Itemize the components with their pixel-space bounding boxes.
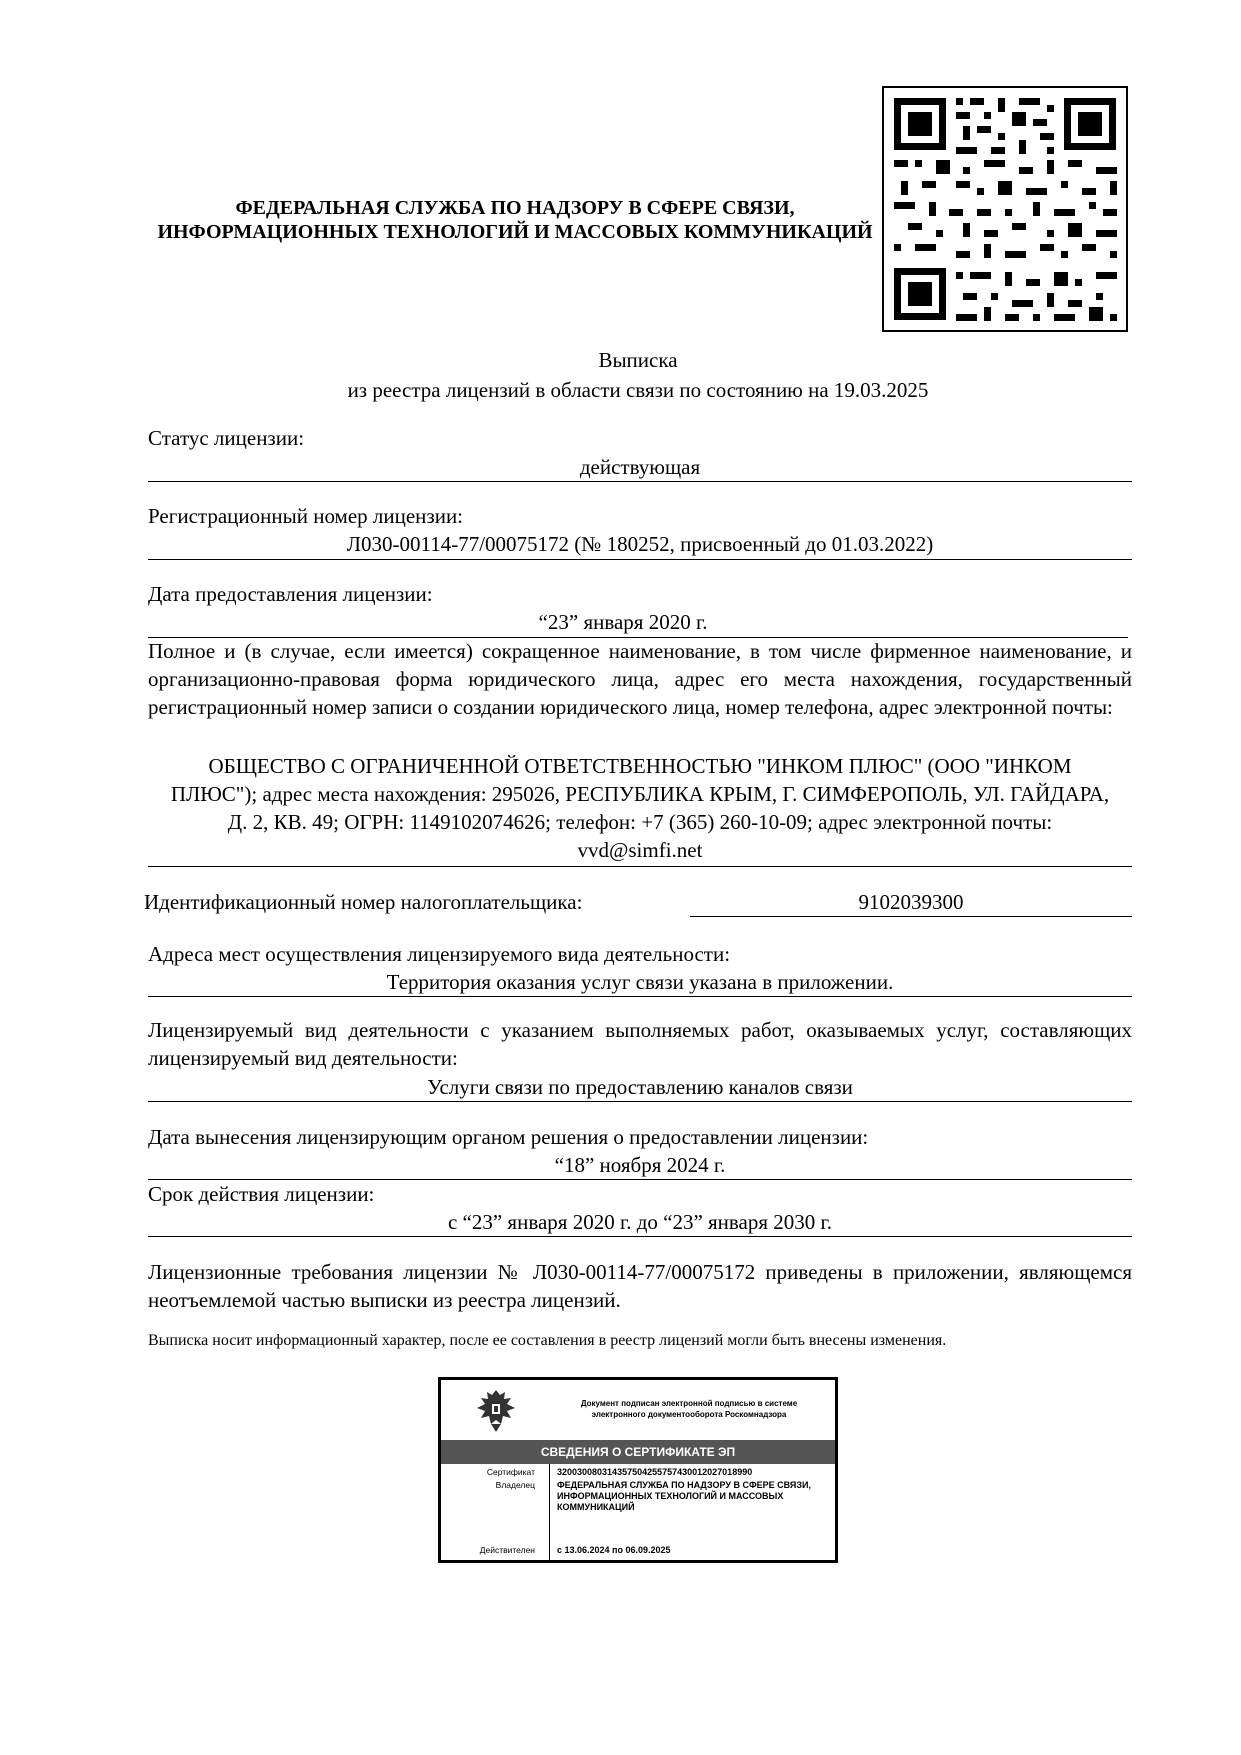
stamp-top-text: Документ подписан электронной подписью в системе электронного документооборота Роскомнадзора bbox=[580, 1399, 798, 1419]
divider bbox=[148, 559, 1132, 560]
agency-header: ФЕДЕРАЛЬНАЯ СЛУЖБА ПО НАДЗОРУ В СФЕРЕ СВЯЗИ, ИНФОРМАЦИОННЫХ ТЕХНОЛОГИЙ И МАССОВЫХ КОММУНИКАЦИЙ bbox=[157, 197, 873, 243]
entity-value: ОБЩЕСТВО С ОГРАНИЧЕННОЙ ОТВЕТСТВЕННОСТЬЮ "ИНКОМ ПЛЮС" (ООО "ИНКОМ ПЛЮС"); адрес места нахождения: 295026, РЕСПУБЛИКА КРЫМ, Г. СИМФЕРОПОЛЬ, УЛ. ГАЙДАРА, Д. 2, КВ. 49; ОГРН: 1149102074626; телефон: +7 (365) 260-10-09; адрес электронной почты: vvd@simfi.net bbox=[170, 754, 1110, 862]
cert-value: 320030080314357504255757430012027018990 bbox=[557, 1467, 753, 1477]
owner-value: ФЕДЕРАЛЬНАЯ СЛУЖБА ПО НАДЗОРУ В СФЕРЕ СВЯЗИ, ИНФОРМАЦИОННЫХ ТЕХНОЛОГИЙ И МАССОВЫХ КОММУНИКАЦИЙ bbox=[557, 1480, 811, 1512]
valid-value: с 13.06.2024 по 06.09.2025 bbox=[557, 1545, 671, 1555]
signature-stamp bbox=[438, 1377, 838, 1563]
extract-title: Выписка bbox=[598, 348, 678, 372]
grant-date-label: Дата предоставления лицензии: bbox=[148, 582, 433, 606]
validity-label: Срок действия лицензии: bbox=[148, 1182, 375, 1206]
requirements-text: Лицензионные требования лицензии № Л030-00114-77/00075172 приведены в приложении, являющемся неотъемлемой частью выписки из реестра лицензий. bbox=[148, 1260, 1132, 1312]
stamp-band: СВЕДЕНИЯ О СЕРТИФИКАТЕ ЭП bbox=[441, 1440, 835, 1464]
divider bbox=[148, 1101, 1132, 1102]
owner-label: Владелец bbox=[495, 1480, 535, 1490]
stamp-header bbox=[441, 1380, 835, 1438]
status-value: действующая bbox=[579, 455, 701, 479]
divider bbox=[148, 481, 1132, 482]
status-label: Статус лицензии: bbox=[148, 426, 305, 450]
addresses-label: Адреса мест осуществления лицензируемого вида деятельности: bbox=[148, 942, 731, 966]
stamp-divider bbox=[549, 1464, 550, 1560]
cert-label: Сертификат bbox=[486, 1467, 535, 1477]
valid-label: Действителен bbox=[479, 1545, 535, 1555]
inn-value: 9102039300 bbox=[858, 890, 964, 914]
decision-date-value: “18” ноября 2024 г. bbox=[554, 1153, 726, 1177]
activity-label: Лицензируемый вид деятельности с указанием выполняемых работ, оказываемых услуг, составляющих лицензируемый вид деятельности: bbox=[148, 1018, 1132, 1070]
divider bbox=[148, 996, 1132, 997]
grant-date-value: “23” января 2020 г. bbox=[538, 610, 708, 634]
divider bbox=[148, 1236, 1132, 1237]
activity-value: Услуги связи по предоставлению каналов связи bbox=[427, 1075, 853, 1099]
qr-code-graphic bbox=[884, 88, 1126, 330]
divider bbox=[690, 916, 1132, 917]
qr-code-icon bbox=[882, 86, 1128, 332]
disclaimer-text: Выписка носит информационный характер, после ее составления в реестр лицензий могли быть внесены изменения. bbox=[148, 1332, 947, 1349]
reg-number-label: Регистрационный номер лицензии: bbox=[148, 504, 464, 528]
reg-number-value: Л030-00114-77/00075172 (№ 180252, присвоенный до 01.03.2022) bbox=[346, 532, 934, 556]
entity-label: Полное и (в случае, если имеется) сокращенное наименование, в том числе фирменное наименование, и организационно-правовая форма юридического лица, адрес его места нахождения, государственный регистрационный номер записи о создании юридического лица, номер телефона, адрес электронной почты: bbox=[148, 639, 1132, 719]
inn-label: Идентификационный номер налогоплательщика: bbox=[144, 890, 583, 914]
decision-date-label: Дата вынесения лицензирующим органом решения о предоставлении лицензии: bbox=[148, 1125, 869, 1149]
divider bbox=[148, 866, 1132, 867]
coat-of-arms-icon bbox=[471, 1386, 521, 1434]
addresses-value: Территория оказания услуг связи указана в приложении. bbox=[386, 970, 894, 994]
extract-subtitle: из реестра лицензий в области связи по состоянию на 19.03.2025 bbox=[347, 378, 929, 402]
validity-value: с “23” января 2020 г. до “23” января 2030 г. bbox=[447, 1210, 833, 1234]
